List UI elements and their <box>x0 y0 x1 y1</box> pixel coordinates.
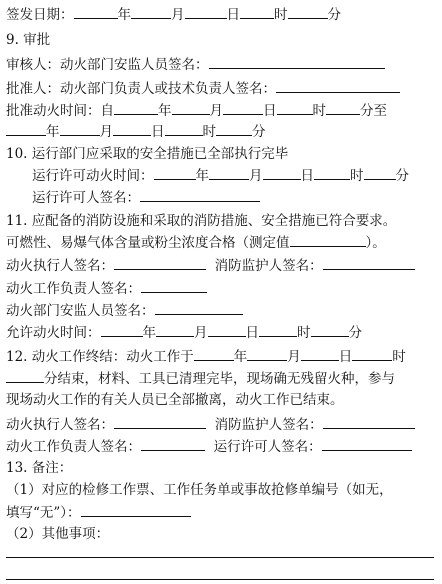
permit-person-label: 运行许可人签名： <box>32 190 140 206</box>
monitor-label: 消防监护人签名： <box>214 258 323 274</box>
gas-measure-label: 可燃性、易爆气体含量或粉尘浓度合格（测定值 <box>6 235 290 251</box>
day-label: 日 <box>263 103 277 119</box>
end-monitor-sign-field[interactable] <box>323 415 415 429</box>
end-permit-label: 运行许可人签名： <box>213 439 322 455</box>
reviewer-row <box>6 55 385 74</box>
section-9-title: 9. 审批 <box>6 32 51 48</box>
hour-label: 时 <box>202 124 216 140</box>
minute-label: 分 <box>395 168 409 184</box>
allow-time-row <box>6 323 362 342</box>
year-label: 年 <box>195 168 209 184</box>
approve-start-year-field[interactable] <box>114 101 158 115</box>
executor-sign-field[interactable] <box>114 256 206 270</box>
approve-start-minute-field[interactable] <box>326 101 360 115</box>
gas-measure-end: ）。 <box>365 235 386 251</box>
section-11-line1: 11. 应配备的消防设施和采取的消防措施、安全措施已符合要求。 <box>6 213 397 229</box>
approve-time-label: 批准动火时间：自 <box>6 103 114 119</box>
end-time-label: 12. 动火工作终结：动火工作于 <box>6 349 194 365</box>
approve-end-hour-field[interactable] <box>165 122 203 136</box>
remark-item1-line2 <box>6 503 191 522</box>
allow-year-field[interactable] <box>101 323 143 337</box>
gas-measure-row <box>6 233 386 252</box>
permit-minute-field[interactable] <box>364 166 396 180</box>
approve-start-month-field[interactable] <box>172 101 210 115</box>
permit-month-field[interactable] <box>209 166 249 180</box>
sign-date-hour-field[interactable] <box>240 5 274 19</box>
end-leader-permit-row <box>6 437 412 456</box>
allow-minute-field[interactable] <box>311 323 349 337</box>
sign-date-row <box>6 5 341 24</box>
permit-person-sign-field[interactable] <box>140 188 260 202</box>
executor-label: 动火执行人签名： <box>6 258 114 274</box>
approver-row <box>6 79 400 98</box>
allow-day-field[interactable] <box>208 323 246 337</box>
sign-date-month-field[interactable] <box>131 5 171 19</box>
approver-label: 批准人：动火部门负责人或技术负责人签名： <box>6 81 276 97</box>
end-monitor-label: 消防监护人签名： <box>214 417 323 433</box>
hour-label: 时 <box>392 349 406 365</box>
leader-sign-field[interactable] <box>141 279 207 293</box>
year-label: 年 <box>46 124 60 140</box>
day-label: 日 <box>338 349 353 365</box>
approve-end-minute-field[interactable] <box>216 122 252 136</box>
remark-item1-line1: （1）对应的检修工作票、工作任务单或事故抢修单编号（如无， <box>6 482 393 498</box>
approve-end-month-field[interactable] <box>60 122 100 136</box>
approver-sign-field[interactable] <box>276 79 400 93</box>
section-13-title: 13. 备注： <box>6 460 73 476</box>
month-label: 月 <box>171 7 185 23</box>
day-label: 日 <box>226 7 240 23</box>
end-executor-label: 动火执行人签名： <box>6 417 114 433</box>
end-executor-monitor-row <box>6 415 415 434</box>
year-label: 年 <box>117 7 131 23</box>
remark-item2: （2）其他事项： <box>6 526 110 542</box>
allow-hour-field[interactable] <box>259 323 297 337</box>
day-label: 日 <box>300 168 314 184</box>
month-label: 月 <box>287 349 301 365</box>
year-label: 年 <box>233 349 248 365</box>
year-label: 年 <box>158 103 172 119</box>
end-leader-label: 动火工作负责人签名： <box>6 439 141 455</box>
end-hour-field[interactable] <box>352 347 392 361</box>
year-label: 年 <box>142 325 156 341</box>
ticket-number-field[interactable] <box>81 503 191 517</box>
monitor-sign-field[interactable] <box>323 256 415 270</box>
other-matters-line-2[interactable] <box>6 579 434 580</box>
end-leader-sign-field[interactable] <box>141 437 205 451</box>
end-permit-sign-field[interactable] <box>322 437 412 451</box>
end-month-field[interactable] <box>247 347 287 361</box>
safety-sign-field[interactable] <box>155 301 243 315</box>
reviewer-sign-field[interactable] <box>209 55 385 69</box>
hour-label: 时 <box>312 103 326 119</box>
allow-month-field[interactable] <box>156 323 194 337</box>
minute-label: 分 <box>348 325 362 341</box>
leader-row <box>6 279 207 298</box>
safety-label: 动火部门安监人员签名： <box>6 303 155 319</box>
permit-year-field[interactable] <box>154 166 196 180</box>
hour-label: 时 <box>274 7 288 23</box>
approve-time-row <box>6 101 387 120</box>
section-12-line3: 现场动火工作的有关人员已全部撤离，动火工作已结束。 <box>6 392 344 408</box>
month-label: 月 <box>99 124 113 140</box>
approve-end-day-field[interactable] <box>113 122 151 136</box>
end-text-line2: 分结束，材料、工具已清理完毕，现场确无残留火种，参与 <box>44 371 395 387</box>
minute-label: 分 <box>327 7 341 23</box>
month-label: 月 <box>209 103 223 119</box>
executor-monitor-row <box>6 256 415 275</box>
day-label: 日 <box>151 124 165 140</box>
end-minute-field[interactable] <box>6 369 44 383</box>
permit-day-field[interactable] <box>263 166 301 180</box>
leader-label: 动火工作负责人签名： <box>6 281 141 297</box>
permit-hour-field[interactable] <box>314 166 350 180</box>
permit-person-row <box>32 188 260 207</box>
end-day-field[interactable] <box>301 347 339 361</box>
day-label: 日 <box>245 325 259 341</box>
permit-time-label: 运行许可动火时间： <box>32 168 154 184</box>
month-label: 月 <box>194 325 208 341</box>
gas-measure-value-field[interactable] <box>290 233 366 247</box>
minute-label: 分 <box>360 103 374 119</box>
section-12-line1 <box>6 347 406 366</box>
sign-date-year-field[interactable] <box>74 5 118 19</box>
other-matters-line-1[interactable] <box>6 557 434 558</box>
safety-row <box>6 301 243 320</box>
sign-date-minute-field[interactable] <box>288 5 328 19</box>
ticket-number-label: 填写“无”）： <box>6 505 81 521</box>
sign-date-label: 签发日期： <box>6 7 74 23</box>
allow-time-label: 允许动火时间： <box>6 325 101 341</box>
approve-end-year-field[interactable] <box>6 122 46 136</box>
sign-date-day-field[interactable] <box>185 5 227 19</box>
permit-time-row <box>32 166 409 185</box>
end-year-field[interactable] <box>194 347 234 361</box>
hour-label: 时 <box>350 168 364 184</box>
section-12-line2 <box>6 369 395 388</box>
month-label: 月 <box>249 168 263 184</box>
hour-label: 时 <box>297 325 311 341</box>
end-executor-sign-field[interactable] <box>114 415 206 429</box>
approve-start-hour-field[interactable] <box>277 101 313 115</box>
approve-start-day-field[interactable] <box>223 101 263 115</box>
approve-end-row <box>6 122 266 141</box>
section-10-title: 10. 运行部门应采取的安全措施已全部执行完毕 <box>6 146 289 162</box>
to-label: 至 <box>373 103 387 119</box>
reviewer-label: 审核人：动火部门安监人员签名： <box>6 57 209 73</box>
minute-label: 分 <box>252 124 266 140</box>
